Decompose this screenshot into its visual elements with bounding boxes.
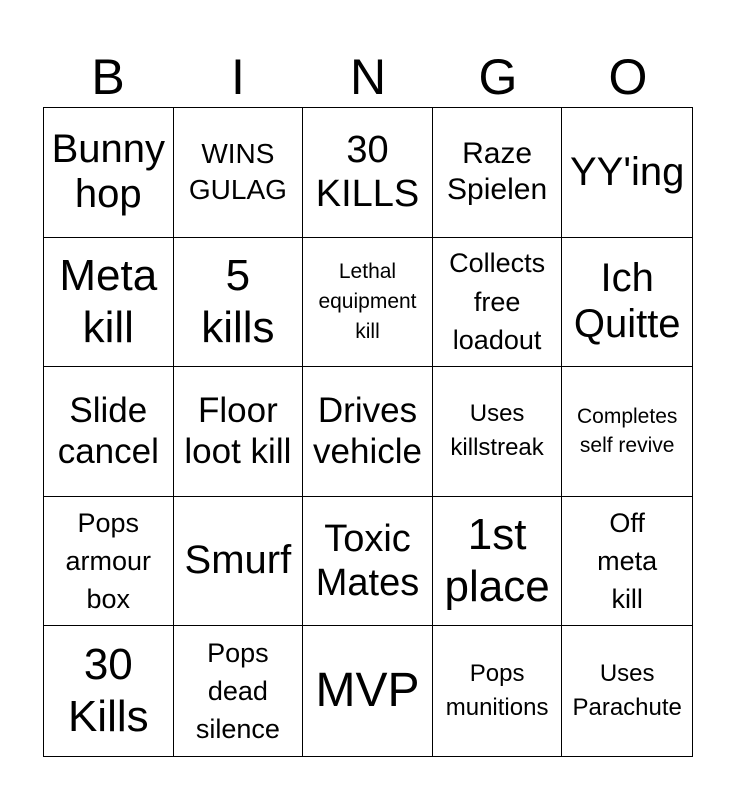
cell-label: 30 Kills bbox=[67, 640, 149, 742]
cell-label: Ich Quitte bbox=[573, 256, 681, 346]
bingo-cell[interactable] bbox=[303, 238, 433, 368]
header-letter-i: I bbox=[231, 49, 245, 105]
cell-label: Drives vehicle bbox=[313, 391, 422, 472]
bingo-cell[interactable] bbox=[44, 497, 174, 627]
cell-label: Floor loot kill bbox=[184, 391, 292, 472]
cell-label: Meta kill bbox=[59, 250, 158, 352]
cell-label: Pops armour box bbox=[65, 507, 152, 615]
cell-label: Off meta kill bbox=[597, 507, 658, 615]
bingo-cell[interactable] bbox=[303, 497, 433, 627]
bingo-cell[interactable] bbox=[562, 108, 692, 238]
cell-label: 30 KILLS bbox=[315, 129, 420, 216]
bingo-cell[interactable] bbox=[174, 367, 304, 497]
cell-label: Raze Spielen bbox=[447, 136, 548, 207]
bingo-cell[interactable] bbox=[303, 626, 433, 756]
bingo-cell[interactable] bbox=[433, 108, 563, 238]
cell-label: Lethal equipment kill bbox=[318, 260, 417, 343]
cell-label: Pops dead silence bbox=[195, 637, 280, 745]
bingo-cell[interactable] bbox=[44, 238, 174, 368]
header-letter-o: O bbox=[608, 49, 648, 105]
cell-label: Bunny hop bbox=[51, 126, 165, 217]
bingo-cell[interactable] bbox=[174, 238, 304, 368]
header-letter-b: B bbox=[91, 49, 125, 105]
cell-label: Uses Parachute bbox=[572, 660, 682, 722]
bingo-cell[interactable] bbox=[433, 367, 563, 497]
bingo-board bbox=[43, 107, 693, 757]
bingo-cell[interactable] bbox=[433, 626, 563, 756]
header-letter-n: N bbox=[349, 49, 387, 105]
bingo-header bbox=[43, 48, 693, 106]
cell-label: Completes self revive bbox=[577, 404, 678, 458]
bingo-cell[interactable] bbox=[433, 497, 563, 627]
bingo-cell[interactable] bbox=[44, 108, 174, 238]
bingo-cell[interactable] bbox=[562, 367, 692, 497]
bingo-cell[interactable] bbox=[44, 367, 174, 497]
bingo-cell[interactable] bbox=[303, 367, 433, 497]
cell-label: Slide cancel bbox=[57, 391, 159, 472]
cell-label: Toxic Mates bbox=[315, 518, 420, 605]
cell-label: Collects free loadout bbox=[449, 248, 546, 356]
cell-label: 1st place bbox=[444, 510, 550, 612]
cell-label: Pops munitions bbox=[445, 660, 549, 722]
cell-label: 5 kills bbox=[201, 250, 275, 352]
bingo-cell[interactable] bbox=[174, 497, 304, 627]
cell-label: Uses killstreak bbox=[450, 400, 544, 462]
cell-label: YY'ing bbox=[570, 149, 685, 194]
bingo-cell[interactable] bbox=[562, 626, 692, 756]
cell-label: MVP bbox=[315, 664, 420, 718]
bingo-cell[interactable] bbox=[44, 626, 174, 756]
bingo-cell[interactable] bbox=[174, 626, 304, 756]
bingo-cell[interactable] bbox=[562, 497, 692, 627]
cell-label: WINS GULAG bbox=[188, 137, 287, 206]
cell-label: Smurf bbox=[184, 538, 292, 583]
bingo-cell[interactable] bbox=[433, 238, 563, 368]
bingo-cell[interactable] bbox=[562, 238, 692, 368]
bingo-cell[interactable] bbox=[174, 108, 304, 238]
bingo-cell[interactable] bbox=[303, 108, 433, 238]
header-letter-g: G bbox=[478, 49, 518, 105]
